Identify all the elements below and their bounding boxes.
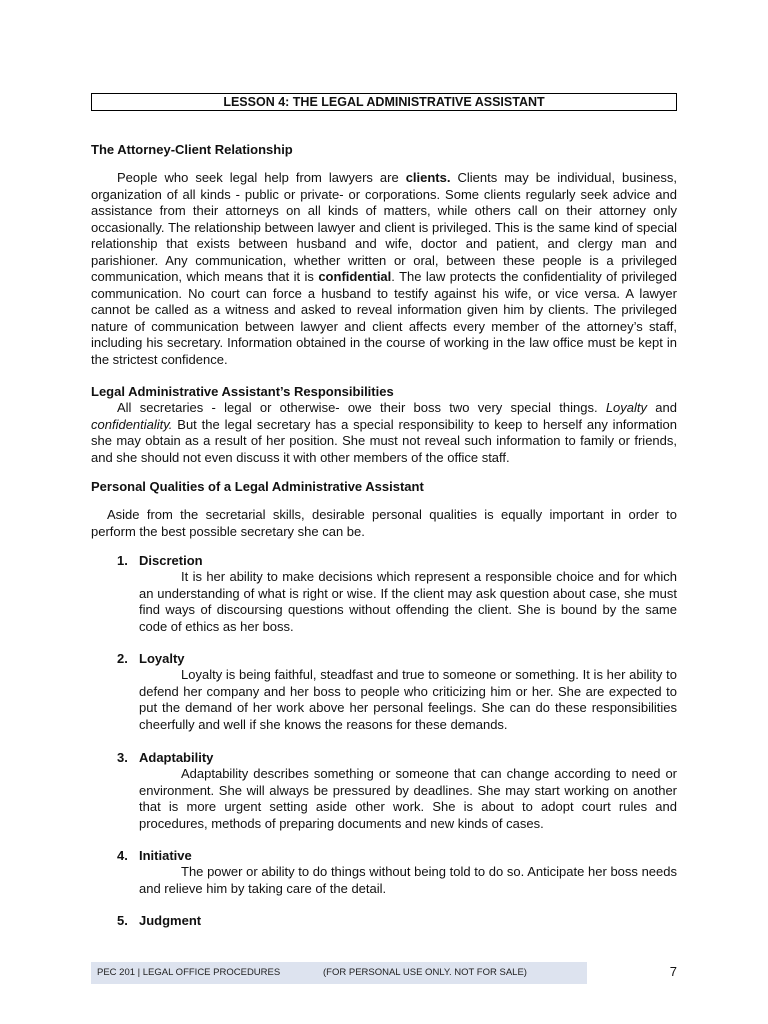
lesson-title: LESSON 4: THE LEGAL ADMINISTRATIVE ASSISTANT — [91, 93, 677, 111]
footer-notice: (FOR PERSONAL USE ONLY. NOT FOR SALE) — [323, 967, 527, 978]
list-item-heading-loyalty: 2. Loyalty — [117, 651, 185, 666]
paragraph-personal-qualities-intro: Aside from the secretarial skills, desirable personal qualities is equally important in order to perform the best possible secretary she can be. — [91, 507, 677, 539]
list-item-body-initiative: The power or ability to do things without being told to do so. Anticipate her boss needs and relieve him by taking care of the detail. — [139, 864, 677, 896]
page-number: 7 — [587, 962, 677, 984]
section-heading-responsibilities: Legal Administrative Assistant’s Responsibilities — [91, 384, 394, 399]
footer-course-label: PEC 201 | LEGAL OFFICE PROCEDURES — [97, 967, 281, 978]
section-heading-personal-qualities: Personal Qualities of a Legal Administrative Assistant — [91, 479, 424, 494]
section-heading-attorney-client: The Attorney-Client Relationship — [91, 142, 293, 157]
list-item-heading-judgment: 5. Judgment — [117, 913, 202, 928]
paragraph-responsibilities: All secretaries - legal or otherwise- owe their boss two very special things. Loyalty and confidentiality. But the legal secretary has a special responsibility to keep to herself any information she may obtain as a result of her position. She must not reveal such information to family or friends, and she should not even discuss it with other members of the office staff. — [91, 400, 677, 465]
page-footer — [91, 962, 677, 984]
paragraph-attorney-client: People who seek legal help from lawyers are clients. Clients may be individual, business, organization of all kinds - public or private- or corporations. Some clients regularly seek advice and assistance from their attorneys on all kinds of matters, while others call on their attorney only occasionally. The relationship between lawyer and client is privileged. This is the same kind of special relationship that exists between husband and wife, doctor and patient, and clergy man and parishioner. Any communication, whether written or oral, between these people is a privileged communication, which means that it is confidential. The law protects the confidentiality of privileged communication. No court can force a husband to testify against his wife, or vice versa. A lawyer cannot be called as a witness and asked to reveal information given him by clients. The privileged nature of communication between lawyer and client affects every member of the attorney’s staff, including his secretary. Information obtained in the course of working in the law office must be kept in the strictest confidence. — [91, 170, 677, 367]
list-item-body-discretion: It is her ability to make decisions which represent a responsible choice and for which an understanding of what is right or wise. If the client may ask question about case, she must find ways of discoursing questions without offending the client. She is bound by the same code of ethics as her boss. — [139, 569, 677, 634]
list-item-body-loyalty: Loyalty is being faithful, steadfast and true to someone or something. It is her ability to defend her company and her boss to people who criticizing him or her. She are expected to put the demand of her work above her personal feelings. She can do these responsibilities cheerfully and well if she knows the reasons for these demands. — [139, 667, 677, 732]
list-item-heading-initiative: 4. Initiative — [117, 848, 192, 863]
list-item-body-adaptability: Adaptability describes something or someone that can change according to need or environment. She will always be pressured by deadlines. She may start working on another that is more urgent setting aside other work. She is about to adopt court rules and procedures, methods of preparing documents and new kinds of cases. — [139, 766, 677, 831]
list-item-heading-discretion: 1. Discretion — [117, 553, 203, 568]
list-item-heading-adaptability: 3. Adaptability — [117, 750, 214, 765]
